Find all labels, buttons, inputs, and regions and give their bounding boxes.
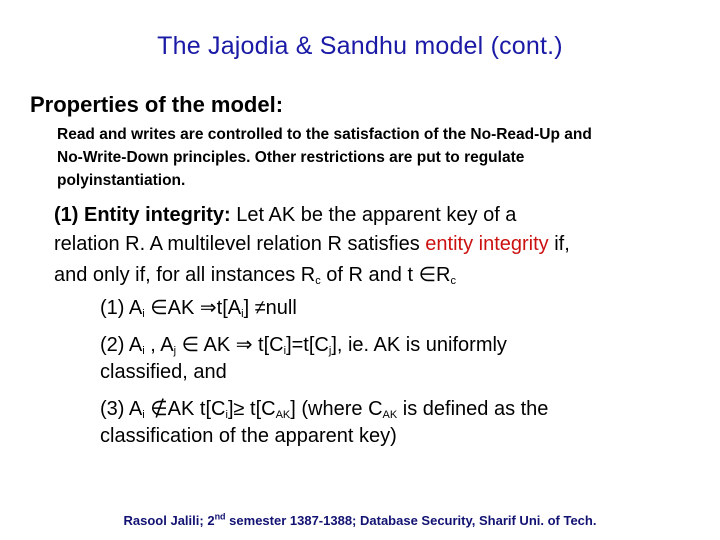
condition-3-continued: classification of the apparent key)	[100, 425, 397, 447]
cond3-text-c: ]≥ t[C	[227, 398, 276, 420]
cond2-text-b: , A	[144, 334, 174, 356]
cond3-text-b: ∉AK t[C	[144, 398, 226, 420]
entity-integrity-line-2	[54, 233, 570, 256]
cond1-text-a: (1) A	[100, 297, 143, 319]
subscript: i	[283, 345, 287, 357]
cond1-text-b: ∈AK ⇒t[A	[144, 297, 242, 319]
intro-line-3: polyinstantiation.	[57, 172, 186, 189]
cond2-text-e: ], ie. AK is uniformly	[331, 334, 507, 356]
slide-footer	[0, 513, 720, 528]
subscript: i	[142, 345, 145, 357]
cond2-text-a: (2) A	[100, 334, 143, 356]
slide-title: The Jajodia & Sandhu model (cont.)	[157, 32, 563, 60]
subscript: i	[142, 409, 145, 421]
cond3-text-e: is defined as the	[397, 398, 549, 420]
cond1-text-c: ] ≠null	[243, 297, 297, 319]
subscript: c	[315, 275, 321, 287]
cond2-text-c: ∈ AK ⇒ t[C	[176, 334, 284, 356]
superscript: nd	[214, 511, 226, 522]
condition-3	[100, 396, 548, 421]
entity-integrity-label: (1) Entity integrity:	[54, 204, 231, 226]
entity-integrity-highlight: entity integrity	[425, 233, 549, 255]
subscript: i	[142, 308, 145, 320]
subscript: c	[450, 275, 456, 287]
cond3-text-a: (3) A	[100, 398, 143, 420]
entity-text-a: relation R. A multilevel relation R satisfies	[54, 233, 426, 255]
condition-2	[100, 332, 507, 357]
entity-text-d: of R and t ∈R	[320, 264, 451, 286]
entity-integrity-line-3	[54, 262, 456, 287]
cond3-text-d: ] (where C	[290, 398, 383, 420]
condition-1	[100, 295, 297, 320]
section-heading: Properties of the model:	[30, 92, 284, 117]
entity-integrity-line-1	[54, 204, 516, 227]
subscript: AK	[275, 409, 291, 421]
condition-2-continued: classified, and	[100, 361, 227, 383]
entity-text-b: if,	[548, 233, 570, 255]
footer-text-b: semester 1387-1388; Database Security, Sharif Uni. of Tech.	[225, 513, 597, 528]
footer-text-a: Rasool Jalili; 2	[123, 513, 215, 528]
entity-integrity-text: Let AK be the apparent key of a	[230, 204, 517, 226]
subscript: i	[225, 409, 228, 421]
subscript: i	[241, 308, 244, 320]
intro-line-2: No-Write-Down principles. Other restrictions are put to regulate	[57, 149, 525, 166]
subscript: AK	[382, 409, 398, 421]
subscript: j	[173, 345, 177, 357]
subscript: j	[328, 345, 332, 357]
intro-line-1: Read and writes are controlled to the satisfaction of the No-Read-Up and	[57, 126, 592, 143]
entity-text-c: and only if, for all instances R	[54, 264, 316, 286]
cond2-text-d: ]=t[C	[286, 334, 329, 356]
